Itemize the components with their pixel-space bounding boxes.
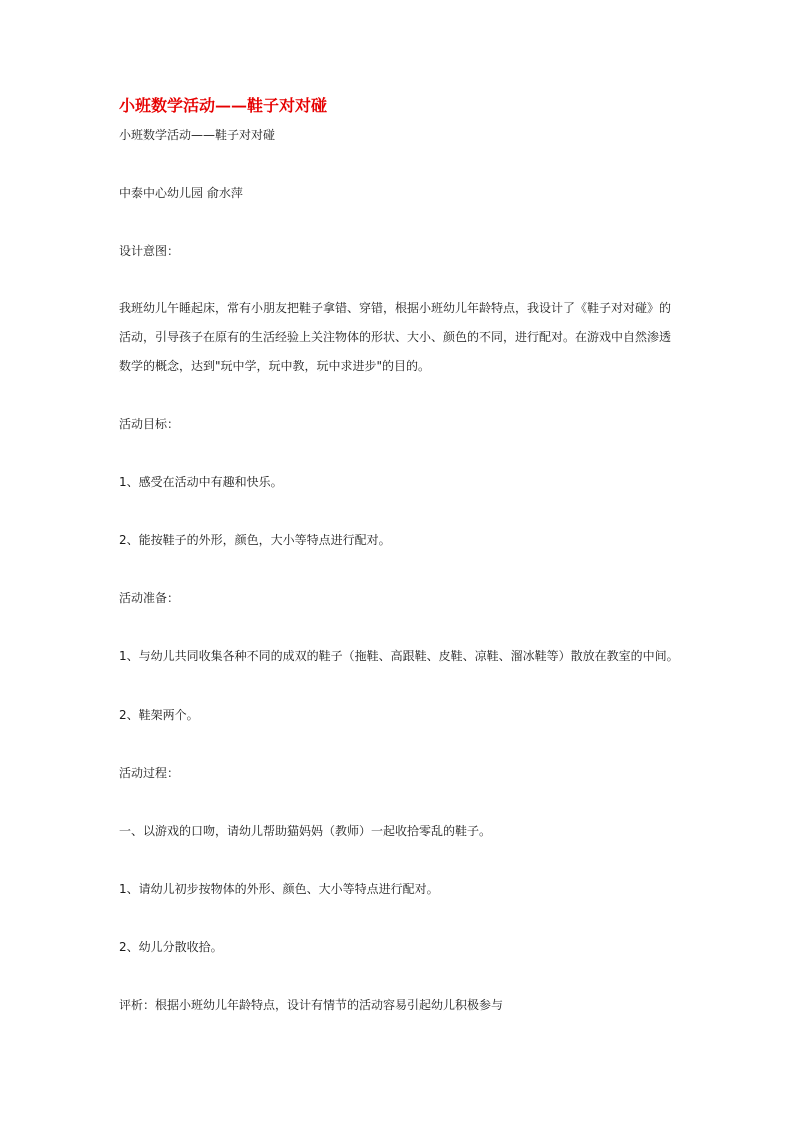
document-subtitle: 小班数学活动——鞋子对对碰 (119, 128, 276, 142)
process-heading: 活动过程： (119, 766, 180, 780)
process-step-1-2: 2、幼儿分散收拾。 (119, 940, 223, 954)
comment-line: 评析：根据小班幼儿年龄特点，设计有情节的活动容易引起幼儿积极参与 (119, 998, 504, 1012)
process-step-1-1: 1、请幼儿初步按物体的外形、颜色、大小等特点进行配对。 (119, 882, 439, 896)
document-title: 小班数学活动——鞋子对对碰 (119, 96, 328, 115)
design-intent-line-1: 我班幼儿午睡起床，常有小朋友把鞋子拿错、穿错，根据小班幼儿年龄特点，我设计了《鞋子对对碰》的 (119, 301, 672, 315)
goal-item-1: 1、感受在活动中有趣和快乐。 (119, 475, 283, 489)
goal-item-2: 2、能按鞋子的外形，颜色，大小等特点进行配对。 (119, 533, 391, 547)
design-intent-line-3: 数学的概念，达到"玩中学，玩中教，玩中求进步"的目的。 (119, 359, 431, 373)
prep-item-2: 2、鞋架两个。 (119, 708, 199, 722)
goals-heading: 活动目标： (119, 417, 180, 431)
design-intent-heading: 设计意图： (119, 244, 180, 258)
prep-item-1: 1、与幼儿共同收集各种不同的成双的鞋子（拖鞋、高跟鞋、皮鞋、凉鞋、溜冰鞋等）散放在教室的中间。 (119, 649, 679, 663)
design-intent-line-2: 活动，引导孩子在原有的生活经验上关注物体的形状、大小、颜色的不同，进行配对。在游戏中自然渗透 (119, 330, 672, 344)
process-step-1: 一、以游戏的口吻，请幼儿帮助猫妈妈（教师）一起收拾零乱的鞋子。 (119, 824, 492, 838)
author-line: 中泰中心幼儿园 俞水萍 (119, 186, 243, 200)
prep-heading: 活动准备： (119, 591, 180, 605)
